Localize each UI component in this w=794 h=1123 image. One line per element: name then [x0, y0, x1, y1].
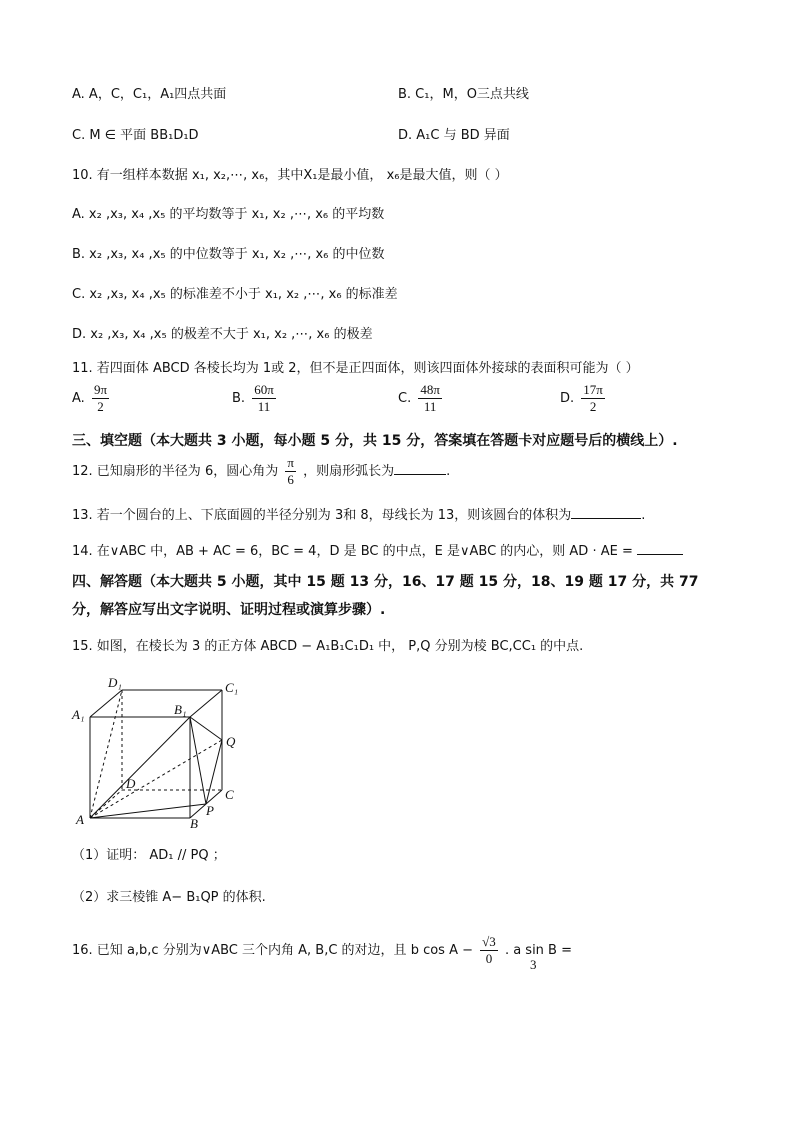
q13 [72, 506, 645, 525]
segment-a-p [90, 804, 206, 818]
fraction: $\frac{17\pi}{2}$ [583, 382, 603, 414]
q15-part1: （1）证明： AD₁ // PQ ； [72, 848, 226, 863]
q10-option-d: D. x₂ ,x₃, x₄ ,x₅ 的极差不大于 x₁, x₂ ,⋯, x₆ 的极差 [72, 327, 373, 342]
q10-option-c: C. x₂ ,x₃, x₄ ,x₅ 的标准差不小于 x₁, x₂ ,⋯, x₆ 的标准差 [72, 287, 398, 302]
option-label: D. [560, 391, 575, 406]
label-c: C [225, 787, 234, 802]
edge-c1-b1 [190, 690, 222, 717]
q11-option-d [560, 382, 608, 415]
label-a: A [76, 812, 84, 827]
section-4-heading-line1: 四、解答题（本大题共 5 小题，其中 15 题 13 分，16、17 题 15 分，18、19 题 17 分，共 77 [72, 574, 699, 590]
label-b1: B₁ [174, 702, 187, 717]
option-label: C. [398, 391, 412, 406]
q14 [72, 542, 683, 561]
answer-blank[interactable] [394, 462, 446, 475]
fraction: $\frac{√3}{0}$ [482, 934, 496, 966]
fraction: $\frac{48\pi}{11}$ [420, 382, 440, 414]
answer-blank[interactable] [571, 506, 641, 519]
q11-option-c [398, 382, 445, 415]
label-c1: C₁ [225, 680, 239, 695]
q9-option-d: D. A₁C 与 BD 异面 [398, 128, 510, 143]
label-q: Q [226, 734, 236, 749]
label-a1: A₁ [72, 707, 85, 722]
hidden-edge-a-d [90, 790, 122, 818]
q14-text: 14. 在∨ABC 中，AB + AC = 6，BC = 4，D 是 BC 的中点，E 是∨ABC 的内心，则 AD · AE = [72, 544, 633, 559]
q15-part2: （2）求三棱锥 A− B₁QP 的体积. [72, 890, 266, 905]
section-3-heading: 三、填空题（本大题共 3 小题，每小题 5 分，共 15 分，答案填在答题卡对应题号后的横线上）. [72, 433, 678, 449]
q10-stem: 10. 有一组样本数据 x₁, x₂,⋯, x₆，其中X₁是最小值， x₆是最大值，则（ ） [72, 168, 508, 183]
q12-end: . [446, 464, 451, 479]
q11-stem: 11. 若四面体 ABCD 各棱长均为 1或 2，但不是正四面体，则该四面体外接球的表面积可能为（ ） [72, 361, 639, 376]
q10-option-a: A. x₂ ,x₃, x₄ ,x₅ 的平均数等于 x₁, x₂ ,⋯, x₆ 的平均数 [72, 207, 385, 222]
segment-b1-q [190, 717, 222, 740]
q16-text-pre: 16. 已知 a,b,c 分别为∨ABC 三个内角 A, B,C 的对边，且 b cos A − [72, 943, 474, 958]
q16-text-mid: . a sin B = [504, 943, 573, 958]
label-d: D [126, 776, 136, 791]
fraction: $\frac{60\pi}{11}$ [254, 382, 274, 414]
q13-text: 13. 若一个圆台的上、下底面圆的半径分别为 3和 8，母线长为 13，则该圆台的体积为 [72, 508, 572, 523]
label-b: B [190, 816, 198, 831]
segment-q-p [206, 740, 222, 804]
q11-option-b [232, 382, 279, 415]
option-label: A. [72, 391, 85, 406]
q10-option-b: B. x₂ ,x₃, x₄ ,x₅ 的中位数等于 x₁, x₂ ,⋯, x₆ 的中位数 [72, 247, 385, 262]
fraction: $\frac{9\pi}{2}$ [93, 382, 108, 414]
hidden-segment-a-d1 [90, 690, 122, 818]
cube-figure [70, 672, 250, 832]
q11-option-a [72, 382, 112, 415]
q9-option-a: A. A，C，C₁，A₁四点共面 [72, 87, 227, 102]
edge-a1-d1 [90, 690, 122, 717]
q12 [72, 455, 450, 488]
q16-den-3: 3 [530, 957, 537, 972]
segment-b1-p [190, 717, 206, 804]
label-p: P [206, 803, 214, 818]
label-d1: D₁ [108, 675, 122, 690]
answer-blank[interactable] [637, 542, 683, 555]
fraction: $\frac{\pi}{6}$ [287, 455, 294, 487]
q13-end: . [641, 508, 646, 523]
q9-option-b: B. C₁，M，O三点共线 [398, 87, 529, 102]
q15-stem: 15. 如图，在棱长为 3 的正方体 ABCD − A₁B₁C₁D₁ 中， P,Q 分别为棱 BC,CC₁ 的中点. [72, 639, 584, 654]
option-label: B. [232, 391, 246, 406]
q9-option-c: C. M ∈ 平面 BB₁D₁D [72, 128, 199, 143]
section-4-heading-line2: 分，解答应写出文字说明、证明过程或演算步骤）. [72, 602, 386, 618]
q12-text-post: ，则扇形弧长为 [303, 464, 395, 479]
q16 [72, 934, 573, 972]
q12-text-pre: 12. 已知扇形的半径为 6，圆心角为 [72, 464, 279, 479]
